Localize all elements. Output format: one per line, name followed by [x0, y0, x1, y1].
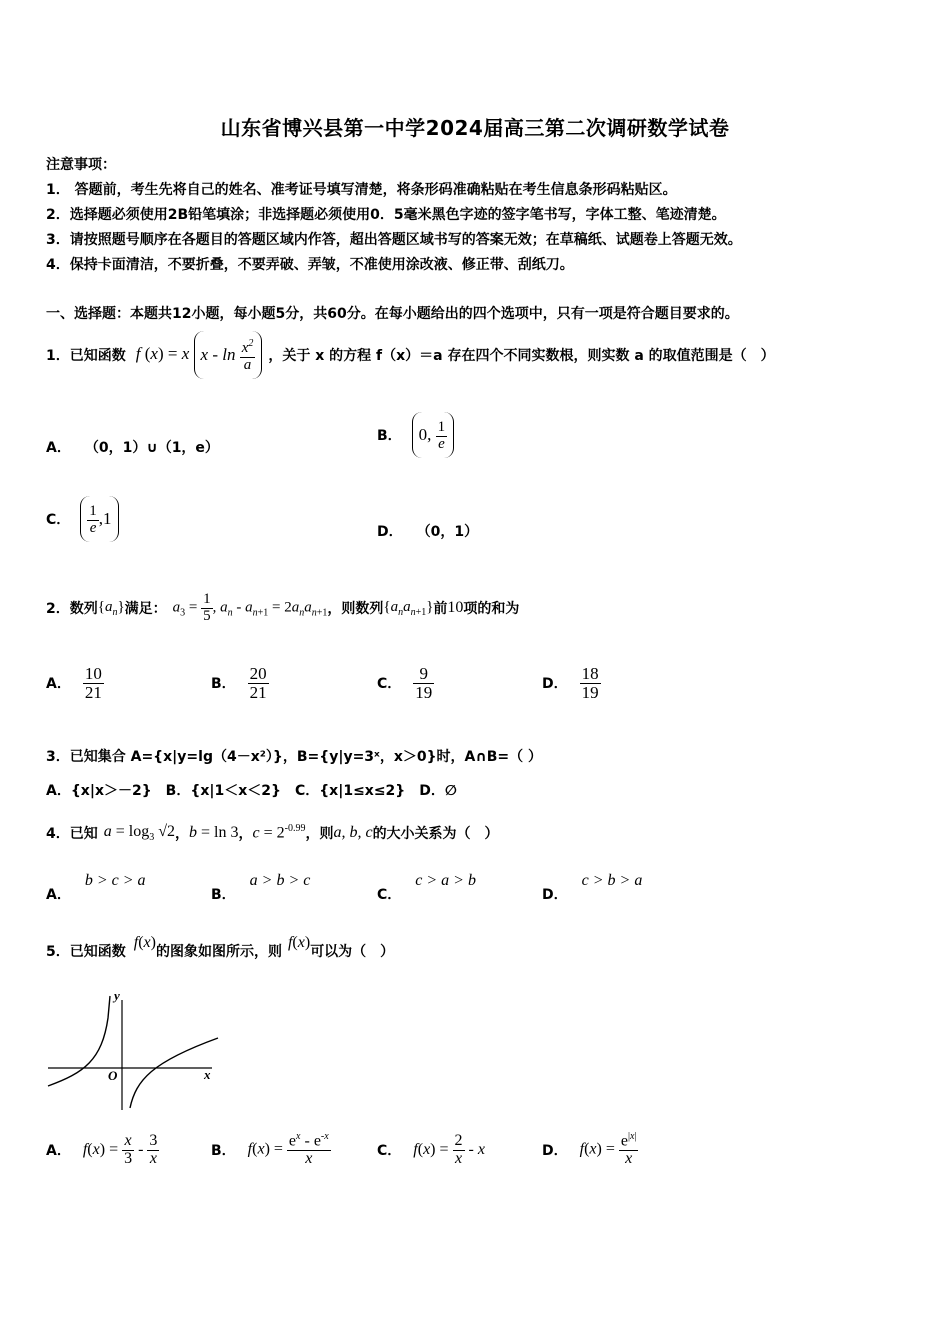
q2-option-b: B． $\frac{20}{21}$: [211, 663, 267, 702]
section-heading: 一、选择题：本题共12小题，每小题5分，共60分。在每小题给出的四个选项中，只有一项是符合题目要求的。: [46, 306, 739, 322]
notice-item-1: 1． 答题前，考生先将自己的姓名、准考证号填写清楚，将条形码准确粘贴在考生信息条形码粘贴区。: [46, 182, 677, 198]
q2-prefix: 2．数列: [46, 601, 98, 617]
option-label: C．: [377, 1143, 402, 1159]
option-label: C．: [377, 887, 402, 903]
q2-mid2: ，则数列: [327, 601, 384, 617]
option-label: B．: [211, 676, 236, 692]
graph-origin-label: O: [108, 1068, 118, 1083]
q5-option-c: C． f(x) = $\frac{2}{x}$ - x: [377, 1131, 485, 1167]
q5-option-d: D． f(x) = $\frac{e^{|x|}}{x}$: [542, 1131, 637, 1168]
graph-x-label: x: [204, 1067, 211, 1082]
option-label: D．: [542, 887, 568, 903]
q4-suffix: 的大小关系为（ ）: [372, 826, 499, 842]
q5-mid: 的图象如图所示，则: [155, 944, 282, 960]
question-3: 3．已知集合 A={x|y=lg（4－x²）}，B={y|y=3ˣ，x＞0}时，A∩B=（ ）: [46, 749, 543, 765]
q1-option-b-math: 0, $\frac{1}{e}$: [412, 412, 455, 458]
page-title: 山东省博兴县第一中学2024届高三第二次调研数学试卷: [220, 116, 730, 140]
function-graph: [44, 988, 224, 1113]
option-label: D．: [542, 676, 568, 692]
option-label: A．: [46, 676, 71, 692]
q2-option-c: C． $\frac{9}{19}$: [377, 663, 433, 702]
q2-suffix2: 项的和为: [463, 601, 520, 617]
option-label: D．: [542, 1143, 568, 1159]
option-label: A．: [46, 440, 71, 456]
q4-b: b = ln 3: [189, 824, 239, 841]
q2-seq2: $\{a_na_{n+1}\}$: [383, 598, 434, 618]
q1-option-d-text: （0，1）: [416, 524, 479, 540]
q2-mid: 满足：: [124, 601, 167, 617]
q2-count: 10: [447, 599, 464, 616]
q2-formula: $a_3$ = $\frac{1}{5}$ , $a_n - a_{n+1} = 2a_na_{n+1}$: [172, 590, 328, 624]
q1-option-a-text: （0，1）∪（1，e）: [84, 440, 219, 456]
q1-suffix: ，关于 x 的方程 f（x）＝a 存在四个不同实数根，则实数 a 的取值范围是（ ）: [268, 348, 775, 364]
question-4: 4．已知 $a = \log_3 √2$ ， b = ln 3 ， $c = 2^{-0.99}$ ，则 a, b, c 的大小关系为（ ）: [46, 822, 499, 844]
question-2: [46, 580, 519, 636]
question-5: [46, 933, 394, 969]
option-label: A．: [46, 887, 71, 903]
q4-option-c: C． c > a > b: [377, 872, 476, 903]
q1-option-d: [377, 521, 478, 541]
notice-item-4: 4．保持卡面清洁，不要折叠，不要弄破、弄皱，不准使用涂改液、修正带、刮纸刀。: [46, 257, 574, 273]
q4-option-b: B． a > b > c: [211, 872, 311, 903]
q1-option-c: [46, 494, 119, 544]
q5-fx2: f(x): [287, 934, 311, 951]
option-label: B．: [211, 1143, 236, 1159]
notice-item-2: 2．选择题必须使用2B铅笔填涂；非选择题必须使用0．5毫米黑色字迹的签字笔书写，字体工整、笔迹清楚。: [46, 207, 726, 223]
q1-formula: f (x) = x x - ln $\frac{x^2}{a}$: [136, 331, 263, 379]
q5-suffix: 可以为（ ）: [310, 944, 395, 960]
notice-heading: 注意事项：: [46, 157, 116, 173]
q5-option-b: B． f(x) = $\frac{e^x - e^{-x}}{x}$: [211, 1131, 329, 1168]
q1-option-b: [377, 410, 454, 460]
notice-item-3: 3．请按照题号顺序在各题目的答题区域内作答，超出答题区域书写的答案无效；在草稿纸、试题卷上答题无效。: [46, 232, 742, 248]
q2-suffix: 前: [433, 601, 448, 617]
option-label: A．: [46, 1143, 71, 1159]
q4-option-a: A． b > c > a: [46, 872, 146, 903]
q5-option-a: A． f(x) = $\frac{x}{3}$ - $\frac{3}{x}$: [46, 1131, 158, 1167]
q5-prefix: 5．已知函数: [46, 944, 126, 960]
q1-option-a: [46, 437, 219, 457]
q2-seq: $\{a_n\}$: [97, 598, 125, 618]
graph-y-label: y: [114, 988, 120, 1003]
q1-option-c-math: $\frac{1}{e}$ ,1: [80, 496, 118, 542]
q2-option-a: A． $\frac{10}{21}$: [46, 663, 102, 702]
option-label: B．: [377, 428, 402, 444]
q4-a: $a = \log_3 √2$: [103, 822, 175, 844]
q4-vars: a, b, c: [333, 824, 373, 841]
q5-fx: f(x): [133, 934, 156, 951]
option-label: C．: [377, 676, 402, 692]
question-1: [46, 327, 775, 383]
q4-mid: ，则: [305, 826, 334, 842]
q4-c: $c = 2^{-0.99}$: [252, 823, 306, 842]
option-label: B．: [211, 887, 236, 903]
q1-prefix: 1．已知函数: [46, 348, 126, 364]
option-label: C．: [46, 512, 71, 528]
q3-options: A．{x|x＞－2} B．{x|1＜x＜2} C．{x|1≤x≤2} D．∅: [46, 783, 457, 799]
option-label: D．: [377, 524, 403, 540]
q2-option-d: D． $\frac{18}{19}$: [542, 663, 599, 702]
q4-option-d: D． c > b > a: [542, 872, 643, 903]
q4-prefix: 4．已知: [46, 826, 98, 842]
